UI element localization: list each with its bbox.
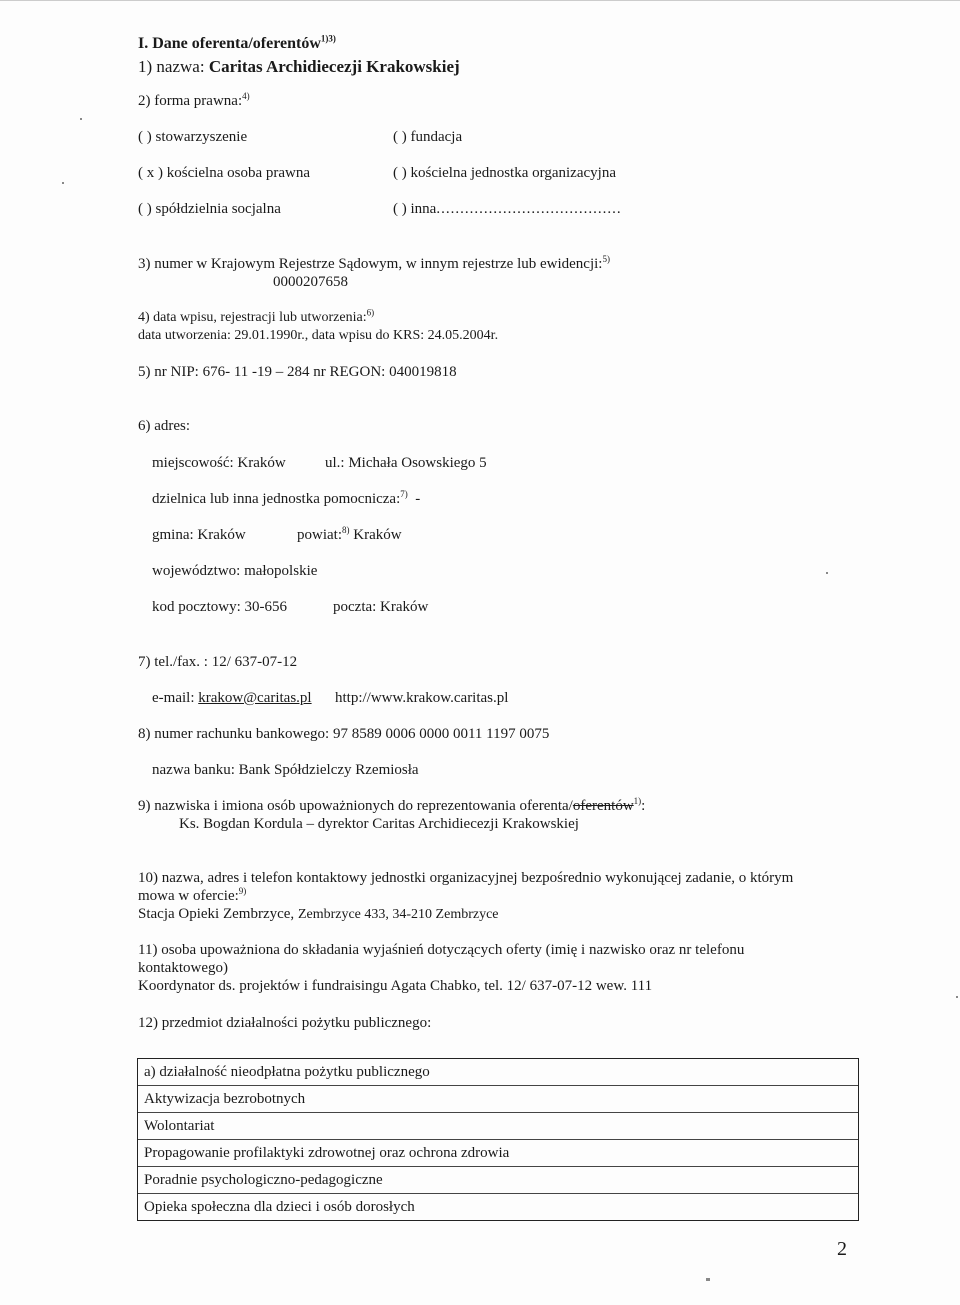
registry-value: 0000207658: [273, 274, 348, 290]
address-powiat-label: powiat:: [297, 527, 342, 543]
contact-email-link[interactable]: krakow@caritas.pl: [198, 690, 312, 706]
registration-label: [138, 307, 375, 326]
activity-row: Opieka społeczna dla dzieci i osób dorosłych: [144, 1199, 415, 1215]
nip-regon: 5) nr NIP: 676- 11 -19 – 284 nr REGON: 040019818: [138, 364, 457, 380]
executing-unit-label: 10) nazwa, adres i telefon kontaktowy jednostki organizacyjnej bezpośrednio wykonującej zadanie, o którym: [138, 870, 794, 886]
address-gmina: gmina: Kraków: [152, 527, 246, 543]
legal-form-footnote: 4): [242, 91, 250, 101]
activity-row: Aktywizacja bezrobotnych: [138, 1086, 858, 1113]
legal-form-label-text: 2) forma prawna:: [138, 93, 243, 109]
address-wojewodztwo: województwo: małopolskie: [152, 563, 318, 579]
name-value: Caritas Archidiecezji Krakowskiej: [208, 57, 460, 76]
contact-email-label: e-mail:: [152, 690, 195, 706]
option-inna-text: ( ) inna: [393, 201, 437, 217]
activity-label: 12) przedmiot działalności pożytku publicznego:: [138, 1015, 432, 1031]
speck: [706, 1278, 710, 1281]
page-number: 2: [837, 1238, 847, 1260]
speck: [826, 572, 828, 574]
address-district-label: dzielnica lub inna jednostka pomocnicza:: [152, 491, 401, 507]
registration-label-text: 4) data wpisu, rejestracji lub utworzenia:: [138, 310, 367, 325]
registry-label: [138, 256, 610, 273]
executing-unit-footnote: 9): [238, 886, 247, 896]
registry-label-text: 3) numer w Krajowym Rejestrze Sądowym, w innym rejestrze lub ewidencji:: [138, 256, 603, 272]
address-powiat-value: Kraków: [353, 527, 402, 543]
address-powiat: [297, 527, 402, 544]
representatives-value: Ks. Bogdan Kordula – dyrektor Caritas Archidiecezji Krakowskiej: [179, 816, 579, 832]
contact-tel: 7) tel./fax. : 12/ 637-07-12: [138, 654, 298, 670]
executing-unit-value-address: Zembrzyce 433, 34-210 Zembrzyce: [297, 907, 499, 922]
bank-name: nazwa banku: Bank Spółdzielczy Rzemiosła: [152, 762, 419, 778]
registration-value: data utworzenia: 29.01.1990r., data wpisu do KRS: 24.05.2004r.: [138, 328, 499, 343]
contact-person-label2: kontaktowego): [138, 960, 228, 976]
address-district-value: -: [415, 491, 421, 507]
executing-unit-value: [138, 906, 499, 923]
address-powiat-footnote: 8): [342, 525, 350, 535]
representatives-label-text: 9) nazwiska i imiona osób upoważnionych do reprezentowania oferenta/: [138, 798, 573, 814]
address-district: [152, 491, 420, 508]
bank-account: 8) numer rachunku bankowego: 97 8589 0006 0000 0011 1197 0075: [138, 726, 550, 742]
address-city: miejscowość: Kraków: [152, 455, 286, 471]
option-spoldzielnia: ( ) spółdzielnia socjalna: [138, 201, 281, 217]
contact-website[interactable]: http://www.krakow.caritas.pl: [335, 690, 509, 706]
activity-row: Poradnie psychologiczno-pedagogiczne: [138, 1167, 858, 1194]
representatives-footnote: 1): [633, 796, 642, 806]
address-district-footnote: 7): [400, 489, 408, 499]
registration-footnote: 6): [366, 307, 375, 318]
activity-row: Wolontariat: [138, 1113, 858, 1140]
contact-person-value: Koordynator ds. projektów i fundraisingu Agata Chabko, tel. 12/ 637-07-12 wew. 111: [138, 978, 653, 994]
activity-row: a) działalność nieodpłatna pożytku publicznego: [138, 1059, 858, 1086]
registry-footnote: 5): [602, 254, 610, 264]
name-label: 1) nazwa:: [138, 57, 205, 76]
section-title-text: I. Dane oferenta/oferentów: [138, 35, 321, 52]
contact-person-label: 11) osoba upoważniona do składania wyjaśnień dotyczących oferty (imię i nazwisko oraz nr telefonu: [138, 942, 745, 958]
option-stowarzyszenie: ( ) stowarzyszenie: [138, 129, 248, 145]
contact-email-line: [152, 690, 312, 707]
speck: [62, 182, 64, 184]
activity-table: [137, 1058, 859, 1221]
executing-unit-value-main: Stacja Opieki Zembrzyce,: [138, 906, 298, 922]
name-line: [138, 57, 460, 77]
address-post: poczta: Kraków: [333, 599, 429, 615]
representatives-colon: :: [641, 798, 646, 814]
legal-form-label: [138, 93, 250, 110]
address-label: 6) adres:: [138, 418, 191, 434]
executing-unit-label2-text: mowa w ofercie:: [138, 888, 239, 904]
executing-unit-label2: [138, 888, 246, 905]
speck: [956, 996, 958, 998]
representatives-struck: oferentów: [572, 798, 634, 814]
activity-row: Propagowanie profilaktyki zdrowotnej oraz ochrona zdrowia: [138, 1140, 858, 1167]
option-inna-dots: .......................................: [436, 201, 622, 217]
option-fundacja: ( ) fundacja: [393, 129, 463, 145]
section-title: [138, 35, 336, 53]
section-title-footnote: 1)3): [320, 33, 336, 44]
option-inna: [393, 201, 622, 218]
scan-edge: [0, 0, 960, 1]
representatives-label: [138, 798, 645, 815]
address-street: ul.: Michała Osowskiego 5: [325, 455, 487, 471]
speck: [80, 118, 82, 120]
address-postal-code: kod pocztowy: 30-656: [152, 599, 287, 615]
option-koscielna-jednostka: ( ) kościelna jednostka organizacyjna: [393, 165, 616, 181]
option-koscielna-osoba-prawna: ( x ) kościelna osoba prawna: [138, 165, 311, 181]
